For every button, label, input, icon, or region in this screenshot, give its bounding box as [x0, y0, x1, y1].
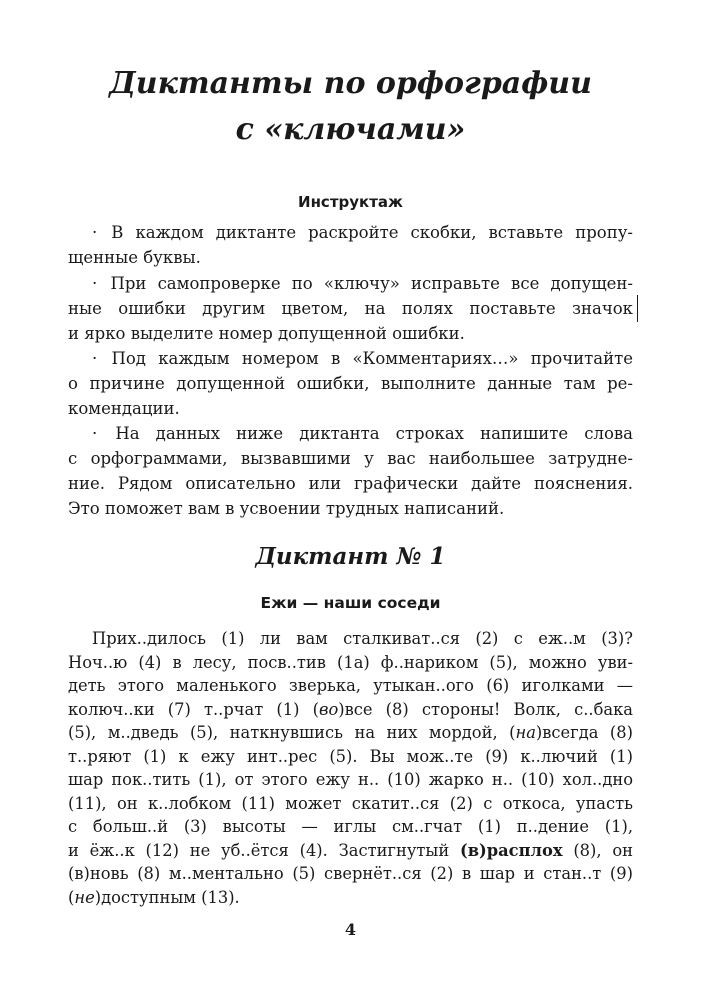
dictation-line: деть этого маленького зверька, утыкан..ого (6) иголками — [68, 676, 633, 695]
dictation-line: и ёж..к (12) не уб..ётся (4). Застигнутый (в)расплох (8), он [68, 840, 633, 860]
dictation-line: (11), он к..лобком (11) может скатит..ся (2) с откоса, упасть [68, 793, 633, 813]
instructions-heading: Инструктаж [298, 193, 403, 211]
margin-mark-symbol [637, 295, 638, 322]
bullet-icon: · [92, 274, 98, 293]
instruction-line: · В каждом диктанте раскройте скобки, вставьте пропу- [92, 223, 633, 242]
instruction-line: щенные буквы. [68, 248, 201, 267]
dictation-line: Прих..дилось (1) ли вам сталкиват..ся (2) с еж..м (3)? [92, 629, 633, 648]
dictation-subtitle: Ежи — наши соседи [260, 594, 441, 612]
instruction-line: с орфограммами, вызвавшими у вас наибольшее затрудне- [68, 449, 633, 468]
instruction-line: о причине допущенной ошибки, выполните данные там ре- [68, 374, 633, 393]
dictation-line: шар пок..тить (1), от этого ежу н.. (10) жарко н.. (10) хол..дно [68, 770, 633, 789]
bullet-icon: · [92, 349, 98, 368]
instruction-line: · При самопроверке по «ключу» исправьте все допущен- [92, 274, 633, 293]
dictation-line: (5), м..дведь (5), наткнувшись на них мордой, (на)всегда (8) [68, 723, 633, 742]
dictation-line: с больш..й (3) высоты — иглы см..гчат (1) п..дение (1), [68, 817, 633, 836]
dictation-line: Ноч..ю (4) в лесу, посв..тив (1а) ф..нариком (5), можно уви- [68, 652, 633, 672]
instruction-line: · На данных ниже диктанта строках напишите слова [92, 424, 634, 443]
dictation-line: (в)новь (8) м..ментально (5) свернёт..ся (2) в шар и стан..т (9) [68, 864, 633, 883]
dictation-line: (не)доступным (13). [68, 887, 240, 907]
dictation-line: т..ряют (1) к ежу инт..рес (5). Вы мож..те (9) к..лючий (1) [68, 746, 633, 766]
instruction-line: Это поможет вам в усвоении трудных написаний. [68, 499, 505, 518]
instruction-line: ные ошибки другим цветом, на полях поставьте значок [68, 299, 633, 318]
bullet-icon: · [92, 223, 98, 242]
instruction-line: · Под каждым номером в «Комментариях…» прочитайте [92, 349, 633, 368]
dictation-title: Диктант № 1 [255, 543, 446, 570]
page-title-line-2: с «ключами» [235, 112, 466, 147]
instruction-line: комендации. [68, 399, 180, 418]
page-number: 4 [344, 920, 357, 939]
bullet-icon: · [92, 424, 98, 443]
dictation-line: колюч..ки (7) т..рчат (1) (во)все (8) стороны! Волк, с..бака [68, 699, 633, 719]
instruction-line: ние. Рядом описательно или графически дайте пояснения. [68, 474, 633, 493]
instruction-line: и ярко выделите номер допущенной ошибки. [68, 324, 465, 343]
page-title-line-1: Диктанты по орфографии [109, 66, 592, 101]
